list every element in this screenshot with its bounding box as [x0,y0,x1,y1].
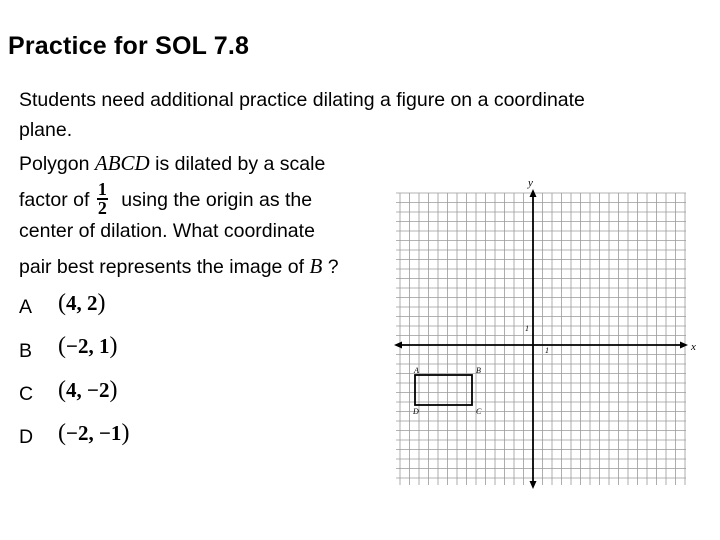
option-c-close-paren: ) [109,377,118,403]
option-c-value: 4, −2 [66,378,110,402]
y-axis-label: y [528,177,533,189]
polygon-name: ABCD [94,151,150,175]
option-a-value: 4, 2 [66,291,98,315]
x-axis-label: x [691,341,696,353]
option-d-value: −2, −1 [66,421,122,445]
y-tick-label: 1 [525,324,529,333]
question-polygon-post: is dilated by a scale [149,153,326,175]
vertex-c-label: C [476,407,482,416]
option-c-open-paren: ( [58,377,66,403]
option-a-close-paren: ) [97,290,106,316]
question-polygon-pre: Polygon [19,153,95,175]
question-factor-post: using the origin as the [121,189,313,212]
option-c-letter[interactable]: C [19,383,34,405]
polygon-abcd [415,375,472,405]
x-tick-label: 1 [545,346,549,355]
vertex-b-label: B [476,366,481,375]
option-b-close-paren: ) [109,333,118,359]
grid-lines [396,193,686,485]
y-axis-arrow-down [530,481,537,489]
slide-title: Practice for SOL 7.8 [8,32,250,60]
option-d-letter[interactable]: D [19,426,34,448]
option-a-letter[interactable]: A [19,296,33,318]
fraction-denominator: 2 [97,198,107,218]
fraction-numerator: 1 [97,179,107,199]
question-image-post: ? [322,256,339,278]
option-d-close-paren: ) [121,420,130,446]
point-b-variable: B [309,254,323,278]
option-b-value: −2, 1 [66,334,110,358]
vertex-d-label: D [413,407,419,416]
intro-line-2: plane. [19,119,73,141]
option-d-open-paren: ( [58,420,66,446]
x-axis-arrow-left [394,342,402,349]
question-factor-pre: factor of [19,189,90,212]
option-b-letter[interactable]: B [19,340,33,362]
option-b-open-paren: ( [58,333,66,359]
intro-line-1: Students need additional practice dilating a figure on a coordinate [19,89,585,111]
question-line-3: center of dilation. What coordinate [19,220,315,242]
option-a-open-paren: ( [58,290,66,316]
question-image-pre: pair best represents the image of [19,256,310,278]
x-axis-arrow-right [680,342,688,349]
vertex-a-label: A [414,366,419,375]
